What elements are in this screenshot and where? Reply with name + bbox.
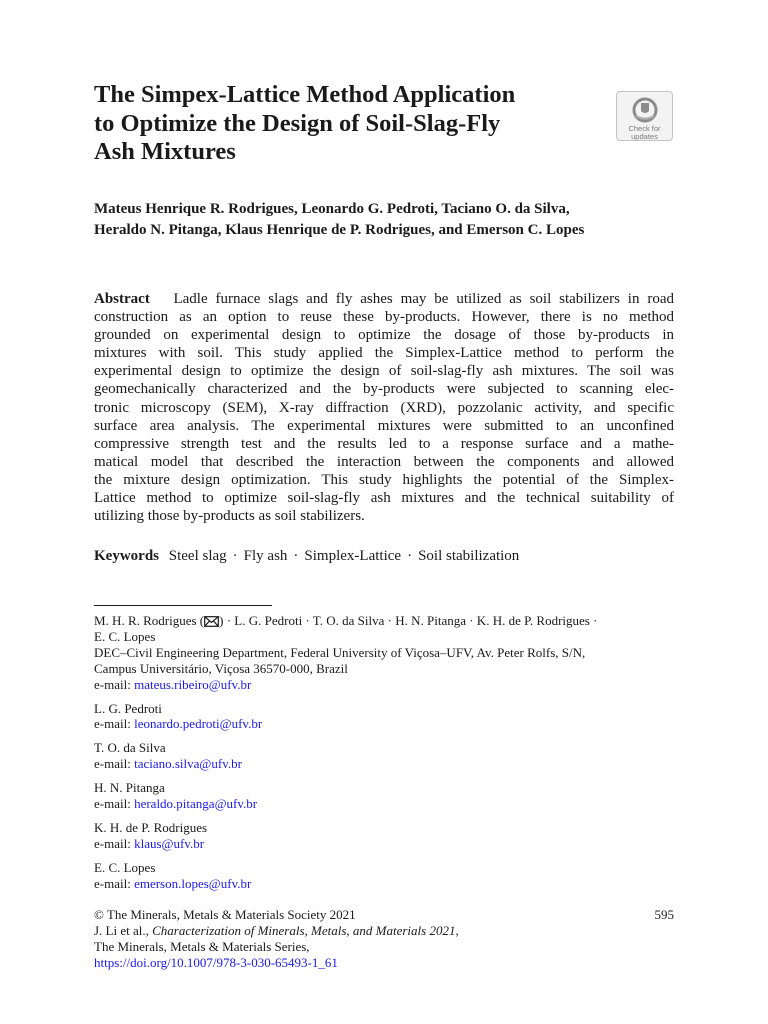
abstract-line: surface area analysis. The experimental mixtures were submitted to an unconfined xyxy=(94,417,674,434)
paper-title xyxy=(94,81,594,167)
email-label: e-mail: xyxy=(94,835,135,851)
copyright-block xyxy=(94,907,674,971)
book-title: Characterization of Minerals, Metals, and Materials 2021 xyxy=(152,922,456,938)
email-link[interactable]: leonardo.pedroti@ufv.br xyxy=(134,716,263,732)
abstract-line: compressive strength test and the results led to a response surface and a mathe- xyxy=(94,435,674,452)
email-link[interactable]: taciano.silva@ufv.br xyxy=(134,756,242,772)
abstract-line: tronic microscopy (SEM), X-ray diffraction (XRD), pozzolanic activity, and specific xyxy=(94,399,674,416)
abstract-line: matical model that described the interaction between the components and allowed xyxy=(94,453,674,470)
keyword-separator: · xyxy=(232,548,238,564)
series-line: The Minerals, Metals & Materials Series, xyxy=(94,938,310,954)
footnote-divider xyxy=(94,605,272,606)
keywords-label: Keywords xyxy=(94,548,159,564)
badge-label: Check for xyxy=(628,124,661,133)
abstract-line: grounded on experimental design to optimize the dosage of those by-products in xyxy=(94,327,674,344)
keyword-separator: · xyxy=(293,548,299,564)
affiliation-address: DEC–Civil Engineering Department, Federal University of Viçosa–UFV, Av. Peter Rolfs, S/N, xyxy=(94,644,586,660)
keyword: Steel slag xyxy=(168,548,227,564)
title-line: Ash Mixtures xyxy=(94,138,236,165)
contact-email-row xyxy=(94,756,674,772)
page-number: 595 xyxy=(654,907,674,922)
affiliation-address: Campus Universitário, Viçosa 36570-000, Brazil xyxy=(94,660,348,676)
check-for-updates-badge[interactable] xyxy=(616,91,673,141)
contact-email-row xyxy=(94,836,674,852)
contact-email-row xyxy=(94,716,674,732)
email-link[interactable]: mateus.ribeiro@ufv.br xyxy=(134,676,252,692)
abstract-line: mixtures with soil. This study applied the Simplex-Lattice method to perform the xyxy=(94,345,674,362)
copyright-line: © The Minerals, Metals & Materials Society 2021 xyxy=(94,907,356,922)
abstract xyxy=(94,290,674,525)
email-label: e-mail: xyxy=(94,716,135,732)
title-line: to Optimize the Design of Soil-Slag-Fly xyxy=(94,109,501,137)
affiliation-names: E. C. Lopes xyxy=(94,628,156,644)
contact-email-row xyxy=(94,876,674,892)
email-label: e-mail: xyxy=(94,756,135,772)
keywords xyxy=(94,547,674,565)
check-for-updates-icon xyxy=(632,97,658,123)
abstract-line: geomechanically characterized and the by-products were subjected to scanning elec- xyxy=(94,381,674,398)
abstract-line xyxy=(94,290,674,308)
contact-name: T. O. da Silva xyxy=(94,740,166,756)
contact-email-row xyxy=(94,796,674,812)
envelope-icon xyxy=(204,616,219,627)
author-list xyxy=(94,199,674,240)
email-label: e-mail: xyxy=(94,676,135,692)
email-label: e-mail: xyxy=(94,875,135,891)
author-line: Heraldo N. Pitanga, Klaus Henrique de P. Rodrigues, and Emerson C. Lopes xyxy=(94,221,585,238)
email-label: e-mail: xyxy=(94,796,135,812)
citation-line xyxy=(94,923,674,939)
affiliation-email-row xyxy=(94,677,674,693)
badge-label: updates xyxy=(631,132,658,141)
email-link[interactable]: heraldo.pitanga@ufv.br xyxy=(134,796,258,812)
contact-name: L. G. Pedroti xyxy=(94,700,162,716)
abstract-line: experimental design to optimize the design of soil-slag-fly ash mixtures. The soil was xyxy=(94,363,674,380)
abstract-line: the mixture design optimization. This study highlights the potential of the Simplex- xyxy=(94,471,674,488)
author-line: Mateus Henrique R. Rodrigues, Leonardo G. Pedroti, Taciano O. da Silva, xyxy=(94,201,570,217)
contact-name: K. H. de P. Rodrigues xyxy=(94,819,208,835)
abstract-line: Lattice method to optimize soil-slag-fly ash mixtures and the technical suitability of xyxy=(94,490,674,507)
affiliation-names xyxy=(94,613,674,629)
email-link[interactable]: klaus@ufv.br xyxy=(134,835,205,851)
affiliation-names-text: M. H. R. Rodrigues ( xyxy=(94,613,205,628)
doi-link[interactable]: https://doi.org/10.1007/978-3-030-65493-1_61 xyxy=(94,954,338,970)
citation-punct: , xyxy=(455,922,459,938)
keyword-separator: · xyxy=(407,548,413,564)
contact-name: E. C. Lopes xyxy=(94,859,156,875)
keyword: Soil stabilization xyxy=(418,548,520,564)
affiliation-names-text: ) · L. G. Pedroti · T. O. da Silva · H. N. Pitanga · K. H. de P. Rodrigues · xyxy=(219,613,598,628)
contact-name: H. N. Pitanga xyxy=(94,780,165,796)
abstract-text: Ladle furnace slags and fly ashes may be utilized as soil stabilizers in road xyxy=(173,291,674,307)
keyword: Simplex-Lattice xyxy=(304,548,402,564)
paper-page xyxy=(94,0,674,1024)
title-line: The Simpex-Lattice Method Application xyxy=(94,81,516,108)
keyword: Fly ash xyxy=(243,548,288,564)
email-link[interactable]: emerson.lopes@ufv.br xyxy=(134,875,252,891)
author-affiliations xyxy=(94,613,674,892)
abstract-line: utilizing those by-products as soil stabilizers. xyxy=(94,508,365,525)
abstract-line: construction as an option to reuse these by-products. However, there is no method xyxy=(94,309,674,326)
citation-authors: J. Li et al., xyxy=(94,922,153,938)
abstract-label: Abstract xyxy=(94,291,150,307)
